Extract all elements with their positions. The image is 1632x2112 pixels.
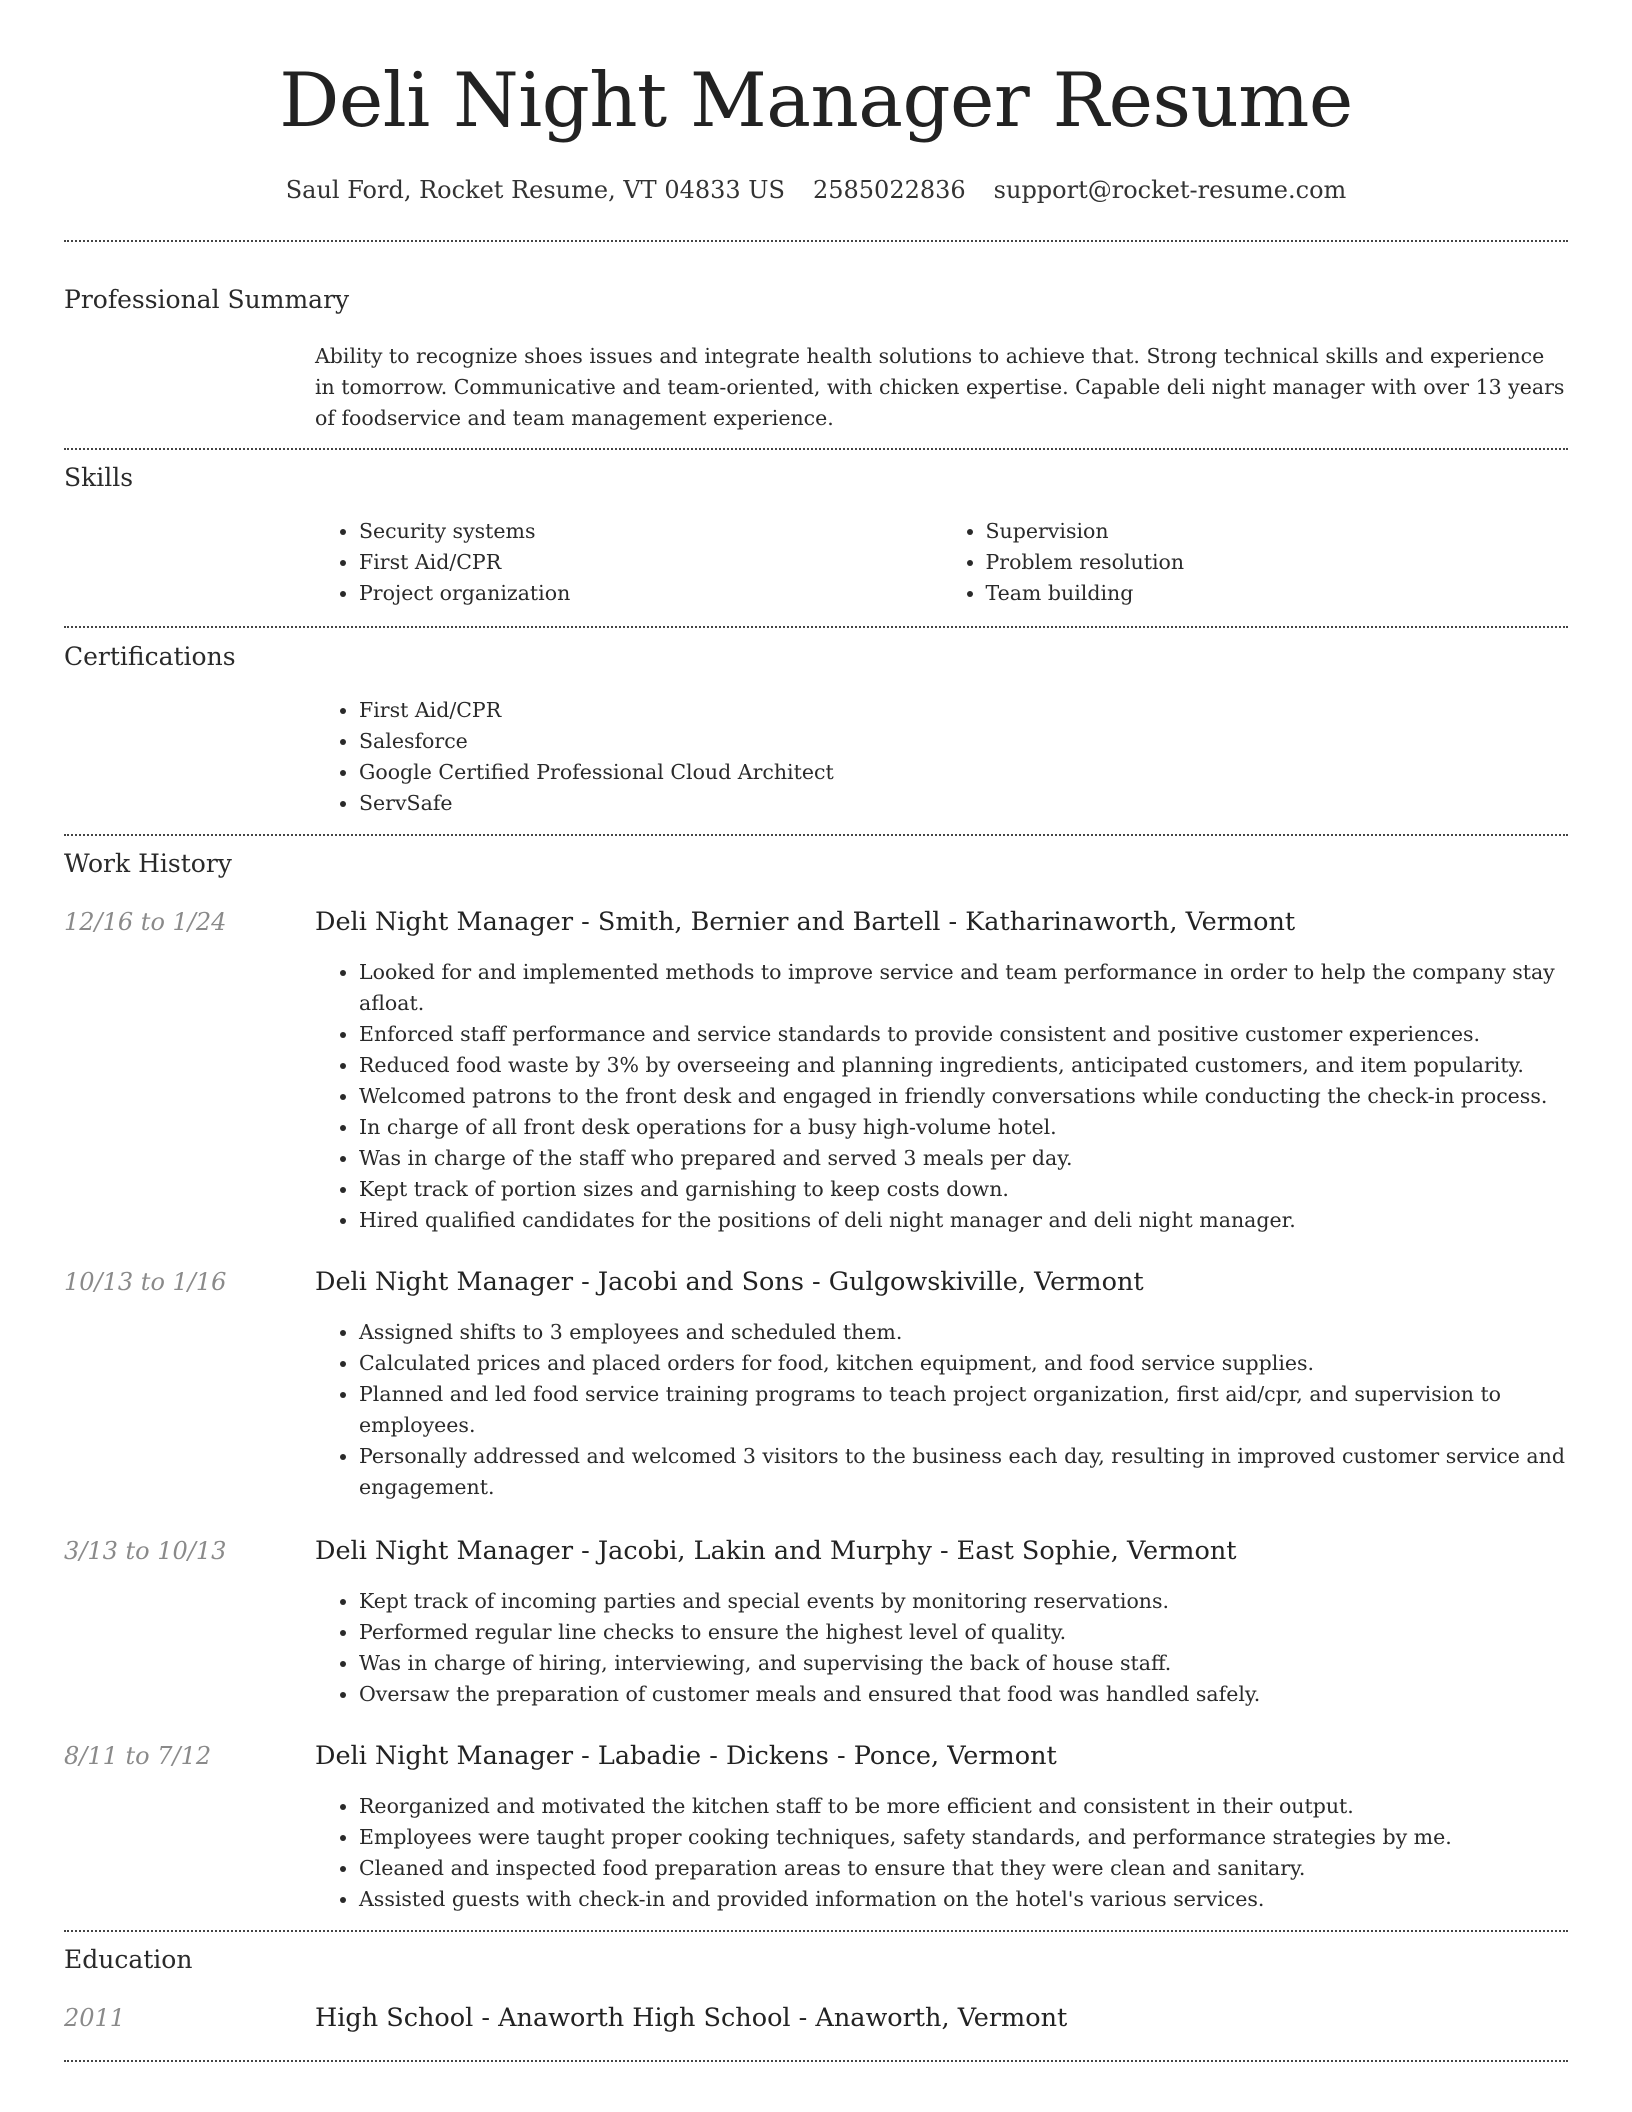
job-bullets <box>315 1317 1568 1503</box>
skills-list <box>315 516 1568 609</box>
summary-block <box>315 341 1568 434</box>
divider <box>64 448 1568 450</box>
section-heading-summary: Professional Summary <box>64 285 350 314</box>
section-heading-education: Education <box>64 1945 193 1974</box>
job-bullet: • Assigned shifts to 3 employees and scheduled them. <box>359 1317 1568 1348</box>
skill-item: • Problem resolution <box>986 547 1569 578</box>
contact-address: Saul Ford, Rocket Resume, VT 04833 US <box>285 176 785 204</box>
certifications-list <box>315 695 1568 819</box>
certification-item: • Salesforce <box>359 726 1568 757</box>
skill-item: • Supervision <box>986 516 1569 547</box>
education-date: 2011 <box>64 2004 126 2032</box>
job-dates: 10/13 to 1/16 <box>64 1268 227 1296</box>
job-bullet: • Kept track of portion sizes and garnishing to keep costs down. <box>359 1174 1568 1205</box>
job-bullet: • Performed regular line checks to ensure the highest level of quality. <box>359 1617 1568 1648</box>
skills-column-left <box>315 516 942 609</box>
job-bullet: • Kept track of incoming parties and special events by monitoring reservations. <box>359 1586 1568 1617</box>
job-bullet: • Looked for and implemented methods to improve service and team performance in order to help the company stay afloat. <box>359 957 1568 1019</box>
job-title: Deli Night Manager - Jacobi, Lakin and Murphy - East Sophie, Vermont <box>315 1536 1237 1566</box>
skills-column-right <box>942 516 1569 609</box>
job-bullet: • Hired qualified candidates for the positions of deli night manager and deli night manager. <box>359 1205 1568 1236</box>
skill-item: • Team building <box>986 578 1569 609</box>
job-bullets <box>315 1791 1568 1915</box>
certification-item: • ServSafe <box>359 788 1568 819</box>
job-title: Deli Night Manager - Jacobi and Sons - Gulgowskiville, Vermont <box>315 1267 1144 1297</box>
job-dates: 3/13 to 10/13 <box>64 1537 227 1565</box>
job-dates: 8/11 to 7/12 <box>64 1742 212 1770</box>
skill-item: • First Aid/CPR <box>359 547 942 578</box>
job-title: Deli Night Manager - Smith, Bernier and Bartell - Katharinaworth, Vermont <box>315 907 1296 937</box>
job-bullet: • Planned and led food service training programs to teach project organization, first aid/cpr, and supervision to employees. <box>359 1379 1568 1441</box>
job-bullet: • Was in charge of hiring, interviewing, and supervising the back of house staff. <box>359 1648 1568 1679</box>
job-bullet: • Employees were taught proper cooking techniques, safety standards, and performance strategies by me. <box>359 1822 1568 1853</box>
contact-phone: 2585022836 <box>812 176 966 204</box>
contact-line <box>64 170 1568 210</box>
contact-email[interactable]: support@rocket-resume.com <box>993 176 1347 204</box>
job-dates: 12/16 to 1/24 <box>64 908 227 936</box>
job-bullet: • Welcomed patrons to the front desk and engaged in friendly conversations while conducting the check-in process. <box>359 1081 1568 1112</box>
certification-item: • Google Certified Professional Cloud Architect <box>359 757 1568 788</box>
divider <box>64 240 1568 242</box>
job-bullet: • Reorganized and motivated the kitchen staff to be more efficient and consistent in their output. <box>359 1791 1568 1822</box>
job-bullet: • In charge of all front desk operations for a busy high-volume hotel. <box>359 1112 1568 1143</box>
job-title: Deli Night Manager - Labadie - Dickens - Ponce, Vermont <box>315 1741 1057 1771</box>
job-bullet: • Oversaw the preparation of customer meals and ensured that food was handled safely. <box>359 1679 1568 1710</box>
section-heading-skills: Skills <box>64 463 134 492</box>
divider <box>64 626 1568 628</box>
divider <box>64 2060 1568 2062</box>
education-title: High School - Anaworth High School - Anaworth, Vermont <box>315 2003 1068 2033</box>
section-heading-work-history: Work History <box>64 849 232 878</box>
divider <box>64 1930 1568 1932</box>
job-bullet: • Calculated prices and placed orders for food, kitchen equipment, and food service supplies. <box>359 1348 1568 1379</box>
skill-item: • Security systems <box>359 516 942 547</box>
job-bullet: • Was in charge of the staff who prepared and served 3 meals per day. <box>359 1143 1568 1174</box>
page-title: Deli Night Manager Resume <box>279 56 1353 144</box>
job-bullet: • Assisted guests with check-in and provided information on the hotel's various services. <box>359 1884 1568 1915</box>
summary-text: Ability to recognize shoes issues and integrate health solutions to achieve that. Strong technical skills and experience in tomorrow. Communicative and team-oriented, with chicken expertise. Capable deli night manager with over 13 years of foodservice and team management experience. <box>315 344 1565 430</box>
job-bullet: • Reduced food waste by 3% by overseeing and planning ingredients, anticipated customers, and item popularity. <box>359 1050 1568 1081</box>
job-bullets <box>315 957 1568 1236</box>
section-heading-certifications: Certifications <box>64 642 236 671</box>
skill-item: • Project organization <box>359 578 942 609</box>
job-bullets <box>315 1586 1568 1710</box>
job-bullet: • Cleaned and inspected food preparation areas to ensure that they were clean and sanitary. <box>359 1853 1568 1884</box>
job-bullet: • Personally addressed and welcomed 3 visitors to the business each day, resulting in improved customer service and engagement. <box>359 1441 1568 1503</box>
job-bullet: • Enforced staff performance and service standards to provide consistent and positive customer experiences. <box>359 1019 1568 1050</box>
certification-item: • First Aid/CPR <box>359 695 1568 726</box>
divider <box>64 834 1568 836</box>
